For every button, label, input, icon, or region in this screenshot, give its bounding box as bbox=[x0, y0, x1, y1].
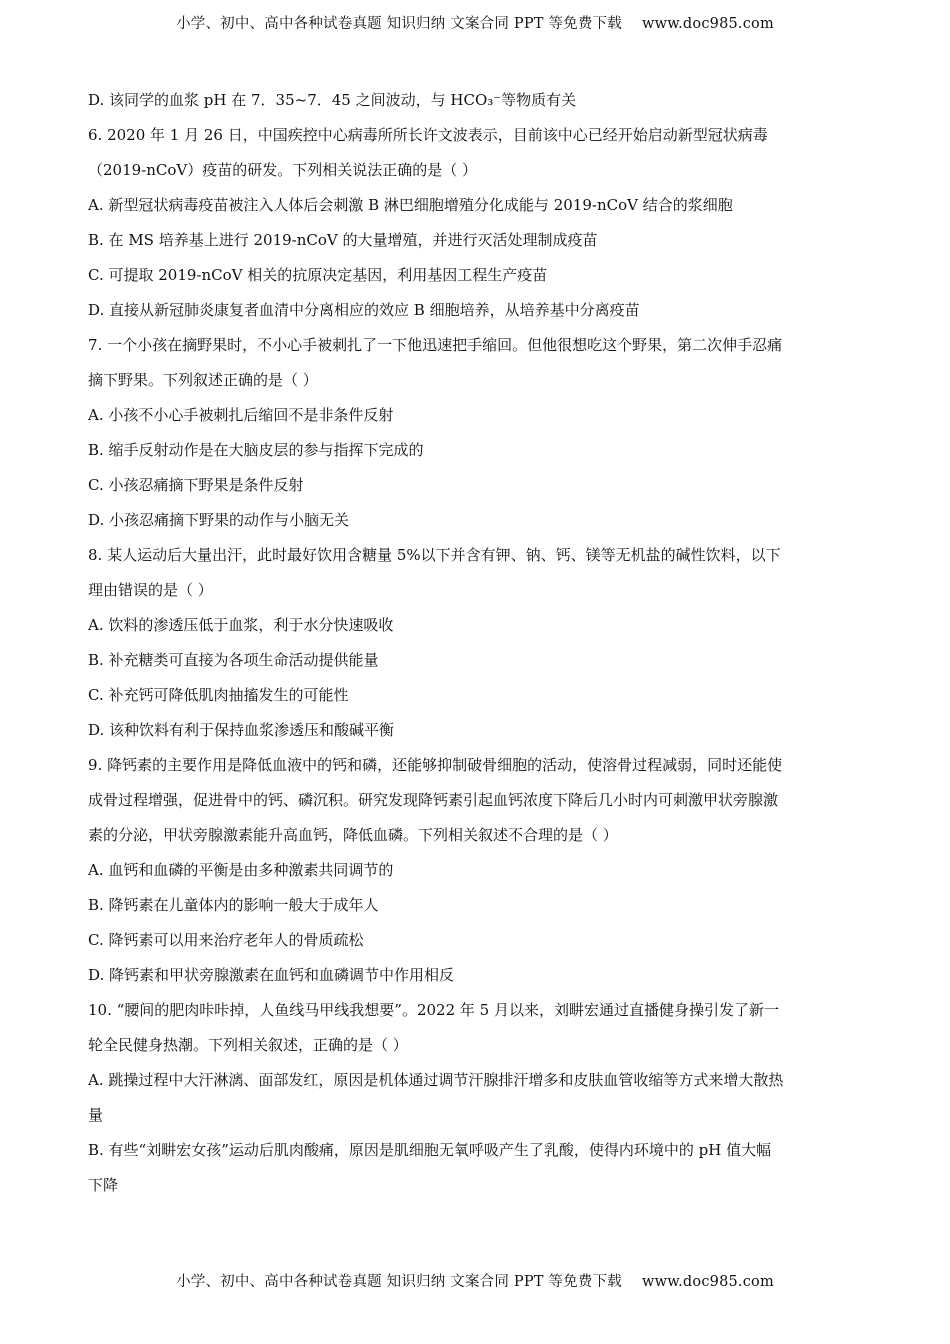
q8-stem-line-2: 理由错误的是（ ） bbox=[88, 581, 213, 599]
q8-stem-line-1: 8. 某人运动后大量出汗，此时最好饮用含糖量 5%以下并含有钾、钠、钙、镁等无机盐的碱性饮料，以下 bbox=[88, 546, 781, 564]
q10-option-b-line-2: 下降 bbox=[88, 1176, 119, 1194]
q10-stem-line-1: 10. “腰间的肥肉咔咔掉，人鱼线马甲线我想要”。2022 年 5 月以来，刘畊宏通过直播健身操引发了新一 bbox=[88, 1001, 779, 1019]
q7-option-a: A. 小孩不小心手被刺扎后缩回不是非条件反射 bbox=[88, 406, 394, 424]
document-body bbox=[88, 88, 868, 1208]
footer-site-description: 小学、初中、高中各种试卷真题 知识归纳 文案合同 PPT 等免费下载 bbox=[176, 1274, 622, 1290]
q6-stem-line-1: 6. 2020 年 1 月 26 日，中国疾控中心病毒所所长许文波表示，目前该中心已经开始启动新型冠状病毒 bbox=[88, 126, 768, 144]
page-footer bbox=[0, 1270, 950, 1291]
q5-option-d: D. 该同学的血浆 pH 在 7．35~7．45 之间波动，与 HCO₃⁻等物质有关 bbox=[88, 91, 577, 109]
q7-option-c: C. 小孩忍痛摘下野果是条件反射 bbox=[88, 476, 304, 494]
q6-option-b: B. 在 MS 培养基上进行 2019-nCoV 的大量增殖，并进行灭活处理制成疫苗 bbox=[88, 231, 598, 249]
q8-option-d: D. 该种饮料有利于保持血浆渗透压和酸碱平衡 bbox=[88, 721, 395, 739]
footer-site-url: www.doc985.com bbox=[641, 1274, 774, 1290]
q10-option-b-line-1: B. 有些“刘畊宏女孩”运动后肌肉酸痛，原因是肌细胞无氧呼吸产生了乳酸，使得内环境中的 pH 值大幅 bbox=[88, 1141, 772, 1159]
page-header bbox=[0, 12, 950, 33]
q8-option-b: B. 补充糖类可直接为各项生命活动提供能量 bbox=[88, 651, 379, 669]
q7-option-d: D. 小孩忍痛摘下野果的动作与小脑无关 bbox=[88, 511, 350, 529]
q6-option-a: A. 新型冠状病毒疫苗被注入人体后会刺激 B 淋巴细胞增殖分化成能与 2019-nCoV 结合的浆细胞 bbox=[88, 196, 733, 214]
q9-stem-line-2: 成骨过程增强，促进骨中的钙、磷沉积。研究发现降钙素引起血钙浓度下降后几小时内可刺激甲状旁腺激 bbox=[88, 791, 779, 809]
q6-stem-line-2: （2019-nCoV）疫苗的研发。下列相关说法正确的是（ ） bbox=[88, 161, 478, 179]
q9-option-d: D. 降钙素和甲状旁腺激素在血钙和血磷调节中作用相反 bbox=[88, 966, 455, 984]
q7-stem-line-1: 7. 一个小孩在摘野果时，不小心手被刺扎了一下他迅速把手缩回。但他很想吃这个野果，第二次伸手忍痛 bbox=[88, 336, 783, 354]
q7-stem-line-2: 摘下野果。下列叙述正确的是（ ） bbox=[88, 371, 318, 389]
q6-option-c: C. 可提取 2019-nCoV 相关的抗原决定基因，利用基因工程生产疫苗 bbox=[88, 266, 548, 284]
q8-option-a: A. 饮料的渗透压低于血浆，利于水分快速吸收 bbox=[88, 616, 394, 634]
q9-option-b: B. 降钙素在儿童体内的影响一般大于成年人 bbox=[88, 896, 379, 914]
q6-option-d: D. 直接从新冠肺炎康复者血清中分离相应的效应 B 细胞培养，从培养基中分离疫苗 bbox=[88, 301, 640, 319]
header-site-url: www.doc985.com bbox=[641, 16, 774, 32]
q10-option-a-line-2: 量 bbox=[88, 1106, 104, 1124]
q10-option-a-line-1: A. 跳操过程中大汗淋漓、面部发红，原因是机体通过调节汗腺排汗增多和皮肤血管收缩等方式来增大散热 bbox=[88, 1071, 784, 1089]
q9-stem-line-3: 素的分泌，甲状旁腺激素能升高血钙，降低血磷。下列相关叙述不合理的是（ ） bbox=[88, 826, 618, 844]
q9-stem-line-1: 9. 降钙素的主要作用是降低血液中的钙和磷，还能够抑制破骨细胞的活动，使溶骨过程减弱，同时还能使 bbox=[88, 756, 783, 774]
q9-option-a: A. 血钙和血磷的平衡是由多种激素共同调节的 bbox=[88, 861, 394, 879]
header-site-description: 小学、初中、高中各种试卷真题 知识归纳 文案合同 PPT 等免费下载 bbox=[176, 16, 622, 32]
q7-option-b: B. 缩手反射动作是在大脑皮层的参与指挥下完成的 bbox=[88, 441, 424, 459]
q9-option-c: C. 降钙素可以用来治疗老年人的骨质疏松 bbox=[88, 931, 364, 949]
q10-stem-line-2: 轮全民健身热潮。下列相关叙述，正确的是（ ） bbox=[88, 1036, 408, 1054]
q8-option-c: C. 补充钙可降低肌肉抽搐发生的可能性 bbox=[88, 686, 349, 704]
